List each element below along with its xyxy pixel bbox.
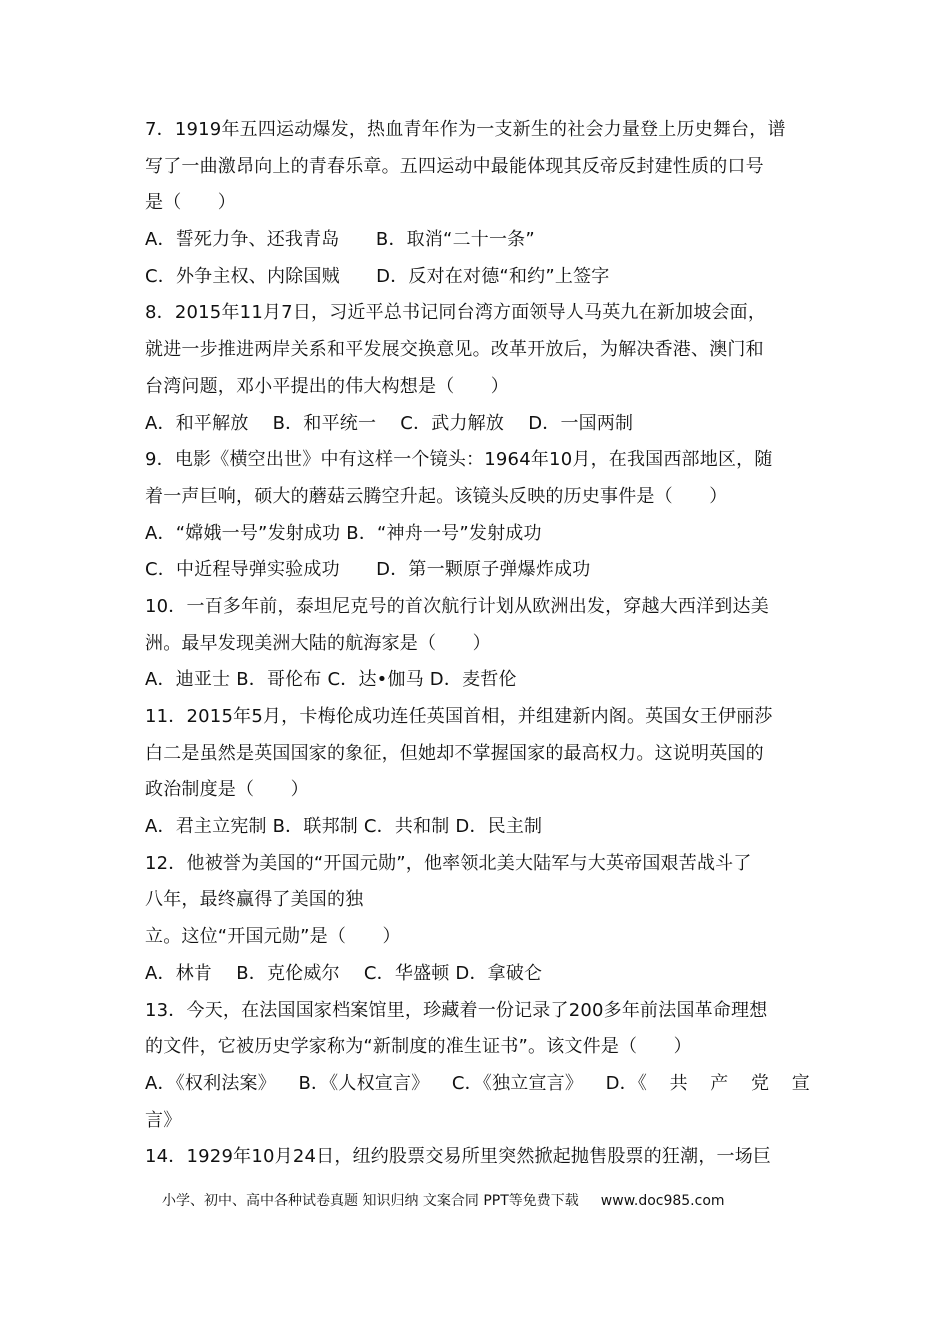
question-text-line: 写了一曲激昂向上的青春乐章。五四运动中最能体现其反帝反封建性质的口号 xyxy=(145,155,764,177)
footer-url[interactable]: www.doc985.com xyxy=(600,1193,725,1209)
question-text-line: 台湾问题，邓小平提出的伟大构想是（ ） xyxy=(145,375,509,397)
question-text-line: 10．一百多年前，泰坦尼克号的首次航行计划从欧洲出发，穿越大西洋到达美 xyxy=(145,595,769,617)
option-c: C．《独立宣言》 xyxy=(451,1072,584,1094)
question-text-line: 11．2015年5月，卡梅伦成功连任英国首相，并组建新内阁。英国女王伊丽莎 xyxy=(145,706,773,727)
option-d-char: 宣 xyxy=(791,1072,810,1094)
question-12 xyxy=(145,846,810,993)
option-line: A．迪亚士 B．哥伦布 C．达•伽马 D．麦哲伦 xyxy=(145,669,517,691)
question-14 xyxy=(145,1139,810,1176)
option-b: B．《人权宣言》 xyxy=(298,1072,430,1094)
question-text-line: 的文件，它被历史学家称为“新制度的准生证书”。该文件是（ ） xyxy=(145,1036,692,1058)
option-line: A．君主立宪制 B．联邦制 C．共和制 D．民主制 xyxy=(145,816,543,838)
option-d: D．《 xyxy=(605,1072,648,1094)
option-d-char: 共 xyxy=(669,1072,688,1094)
page-footer xyxy=(162,1190,725,1210)
question-11 xyxy=(145,699,810,846)
option-line: A．和平解放 B．和平统一 C．武力解放 D．一国两制 xyxy=(145,412,634,434)
question-text-line: 就进一步推进两岸关系和平发展交换意见。改革开放后，为解决香港、澳门和 xyxy=(145,339,764,361)
question-text-line: 洲。最早发现美洲大陆的航海家是（ ） xyxy=(145,632,491,654)
question-text-line: 8．2015年11月7日，习近平总书记同台湾方面领导人马英九在新加坡会面， xyxy=(145,302,767,324)
question-9 xyxy=(145,442,810,589)
option-line: A．誓死力争、还我青岛 B．取消“二十一条” xyxy=(145,229,535,251)
question-text-line: 是（ ） xyxy=(145,192,236,214)
option-d-char: 党 xyxy=(751,1072,770,1094)
question-text-line: 7．1919年五四运动爆发，热血青年作为一支新生的社会力量登上历史舞台，谱 xyxy=(145,119,786,140)
question-text-line: 14．1929年10月24日，纽约股票交易所里突然掀起抛售股票的狂潮，一场巨 xyxy=(145,1146,772,1168)
question-13 xyxy=(145,993,810,1140)
option-a: A．《权利法案》 xyxy=(145,1072,276,1094)
question-text-line: 立。这位“开国元勋”是（ ） xyxy=(145,926,401,948)
question-text-line: 八年，最终赢得了美国的独 xyxy=(145,889,364,911)
question-list xyxy=(145,112,810,1176)
option-line: A．林肯 B．克伦威尔 C．华盛顿 D．拿破仑 xyxy=(145,962,543,984)
question-text-line: 着一声巨响，硕大的蘑菇云腾空升起。该镜头反映的历史事件是（ ） xyxy=(145,485,728,507)
footer-text: 小学、初中、高中各种试卷真题 知识归纳 文案合同 PPT等免费下载 xyxy=(162,1193,579,1209)
option-line: C．外争主权、内除国贼 D．反对在对德“和约”上签字 xyxy=(145,265,610,287)
question-7 xyxy=(145,112,810,295)
option-d-char: 产 xyxy=(710,1072,729,1094)
question-text-line: 白二是虽然是英国国家的象征，但她却不掌握国家的最高权力。这说明英国的 xyxy=(145,742,764,764)
question-text-line: 12．他被誉为美国的“开国元勋”，他率领北美大陆军与大英帝国艰苦战斗了 xyxy=(145,852,752,874)
question-text-line: 9．电影《横空出世》中有这样一个镜头：1964年10月，在我国西部地区，随 xyxy=(145,449,773,471)
question-8 xyxy=(145,295,810,442)
question-text-line: 13．今天，在法国国家档案馆里，珍藏着一份记录了200多年前法国革命理想 xyxy=(145,999,768,1021)
question-text-line: 政治制度是（ ） xyxy=(145,779,309,801)
question-10 xyxy=(145,589,810,699)
option-line: C．中近程导弹实验成功 D．第一颗原子弹爆炸成功 xyxy=(145,559,591,581)
option-line: A．“嫦娥一号”发射成功 B．“神舟一号”发射成功 xyxy=(145,522,542,544)
option-line-continued: 言》 xyxy=(145,1109,182,1131)
option-line xyxy=(145,1066,810,1103)
